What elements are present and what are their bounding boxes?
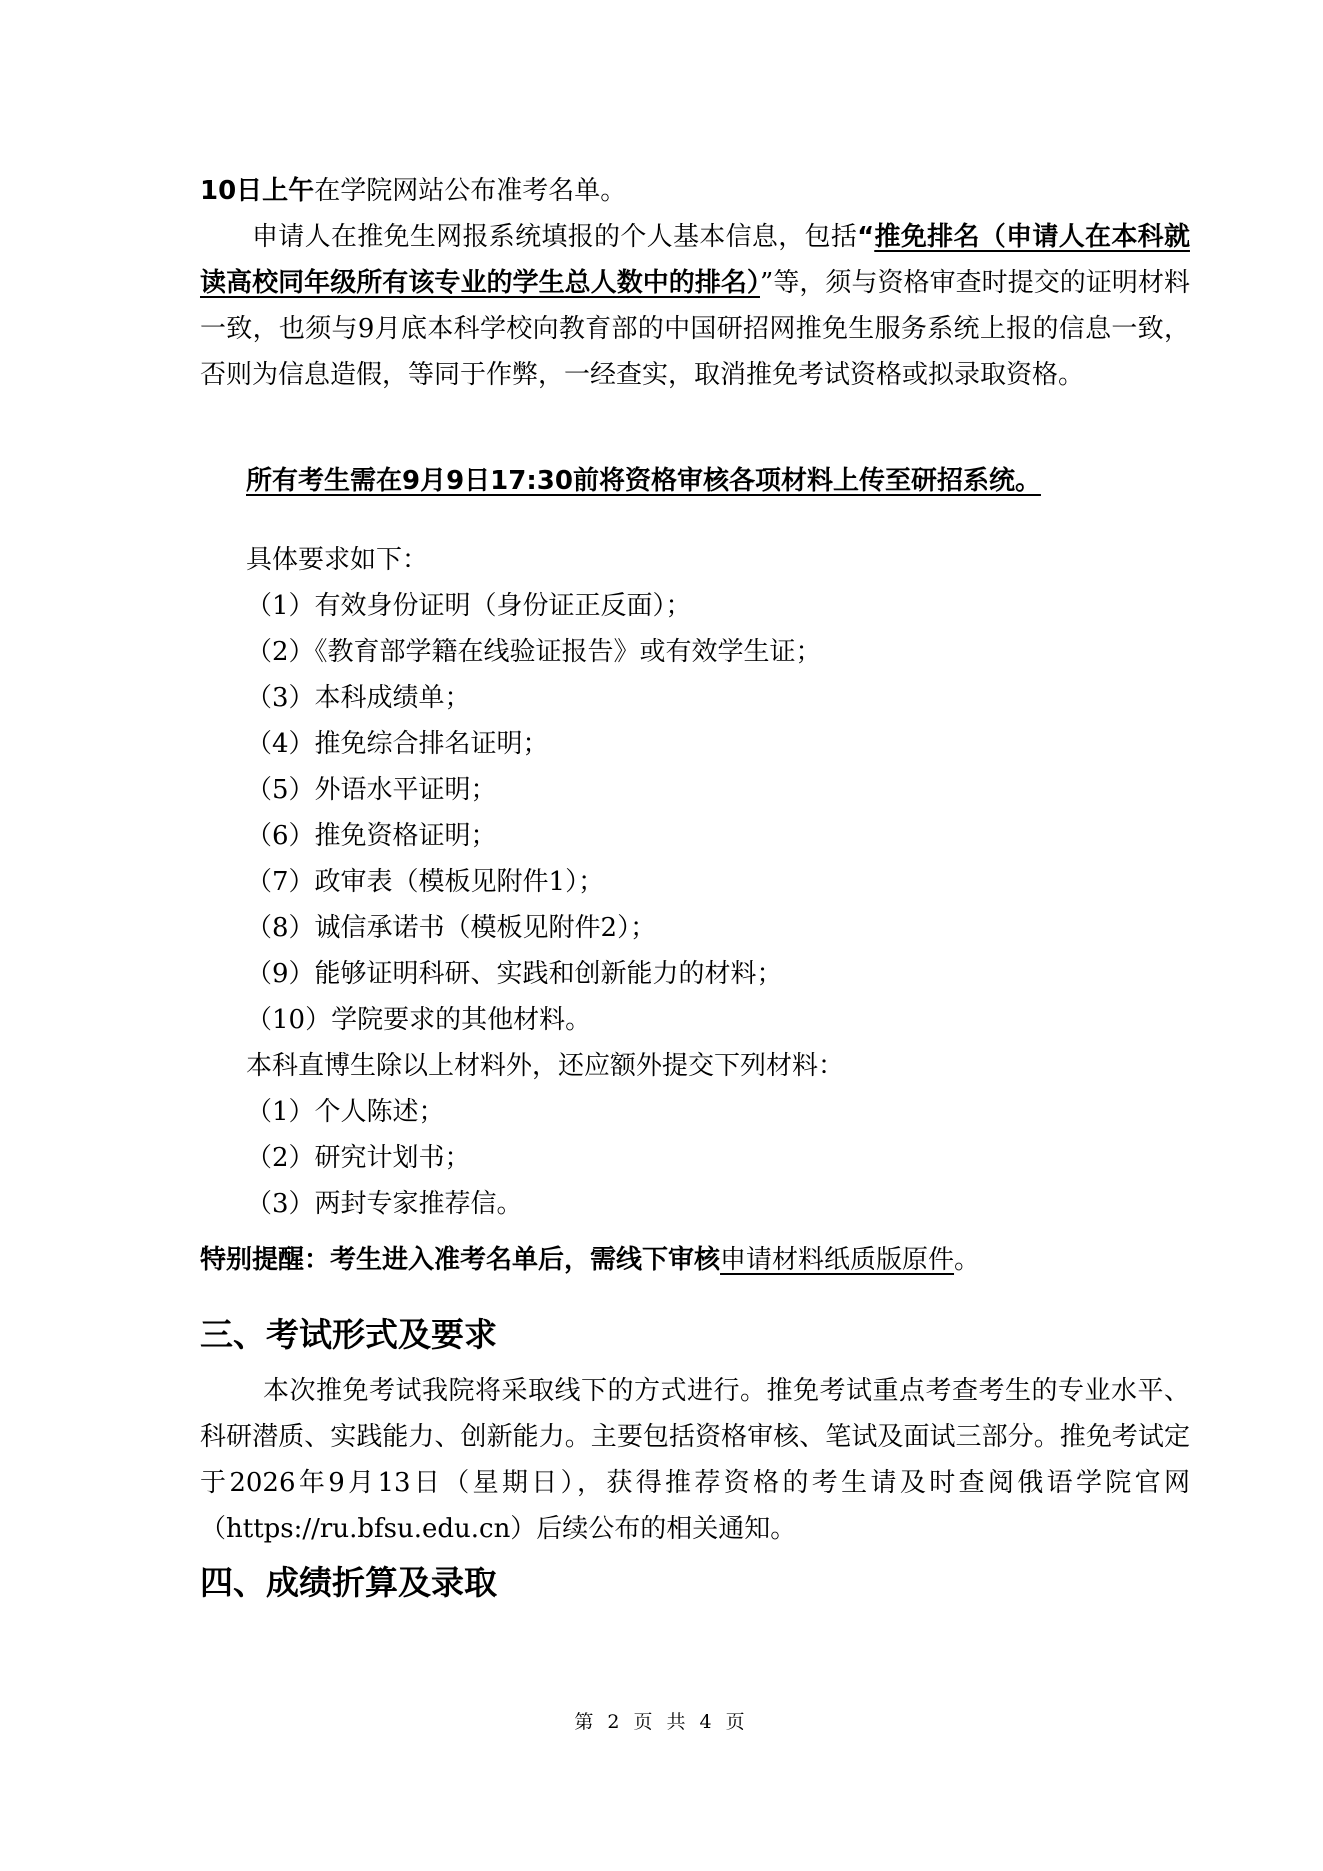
reminder-underlined: 申请材料纸质版原件 <box>720 1245 955 1275</box>
intro-line <box>200 168 626 214</box>
info-highlight-ranking: 推免排名（申请人在本科就读高校同年级所有该专业的学生总人数中的排名） <box>200 222 1190 298</box>
requirement-item: （3）本科成绩单； <box>246 683 471 713</box>
section-3-body: 本次推免考试我院将采取线下的方式进行。推免考试重点考查考生的专业水平、科研潜质、实践能力、创新能力。主要包括资格审核、笔试及面试三部分。推免考试定于2026年9月13日（星期日），获得推荐资格的考生请及时查阅俄语学院官网（https://ru.bfsu.edu.cn）后续公布的相关通知。 <box>200 1376 1190 1544</box>
info-quote-open: “ <box>857 222 875 252</box>
page-number-footer: 第 2 页 共 4 页 <box>574 1711 749 1733</box>
info-suffix: ”等，须与资格审查时提交的证明材料一致，也须与9月底本科学校向教育部的中国研招网推免生服务系统上报的信息一致，否则为信息造假，等同于作弊，一经查实，取消推免考试资格或拟录取资格。 <box>200 268 1190 390</box>
intro-bold-date: 10日上午 <box>200 176 315 206</box>
info-prefix: 申请人在推免生网报系统填报的个人基本信息，包括 <box>252 222 858 252</box>
requirement-item: （5）外语水平证明； <box>246 775 497 805</box>
requirement-item: （2）《教育部学籍在线验证报告》或有效学生证； <box>246 637 822 667</box>
direct-phd-intro: 本科直博生除以上材料外，还应额外提交下列材料： <box>246 1051 845 1081</box>
requirements-intro: 具体要求如下： <box>246 545 429 575</box>
info-paragraph <box>200 214 1190 398</box>
requirement-item: （8）诚信承诺书（模板见附件2）； <box>246 913 657 943</box>
direct-phd-item: （3）两封专家推荐信。 <box>246 1189 523 1219</box>
direct-phd-item: （2）研究计划书； <box>246 1143 471 1173</box>
reminder-bold: 特别提醒：考生进入准考名单后，需线下审核 <box>200 1245 721 1275</box>
section-4-heading: 四、成绩折算及录取 <box>200 1563 497 1602</box>
requirement-item: （10）学院要求的其他材料。 <box>246 1005 592 1035</box>
requirement-item: （7）政审表（模板见附件1）； <box>246 867 605 897</box>
requirement-item: （6）推免资格证明； <box>246 821 497 851</box>
requirement-item: （4）推免综合排名证明； <box>246 729 549 759</box>
reminder-end: 。 <box>954 1245 981 1275</box>
deadline-notice: 所有考生需在9月9日17:30前将资格审核各项材料上传至研招系统。 <box>246 466 1041 496</box>
direct-phd-item: （1）个人陈述； <box>246 1097 445 1127</box>
requirement-item: （9）能够证明科研、实践和创新能力的材料； <box>246 959 783 989</box>
section-3-heading: 三、考试形式及要求 <box>200 1315 497 1354</box>
intro-text: 在学院网站公布准考名单。 <box>314 176 627 206</box>
special-reminder <box>200 1237 980 1283</box>
requirement-item: （1）有效身份证明（身份证正反面）； <box>246 591 692 621</box>
